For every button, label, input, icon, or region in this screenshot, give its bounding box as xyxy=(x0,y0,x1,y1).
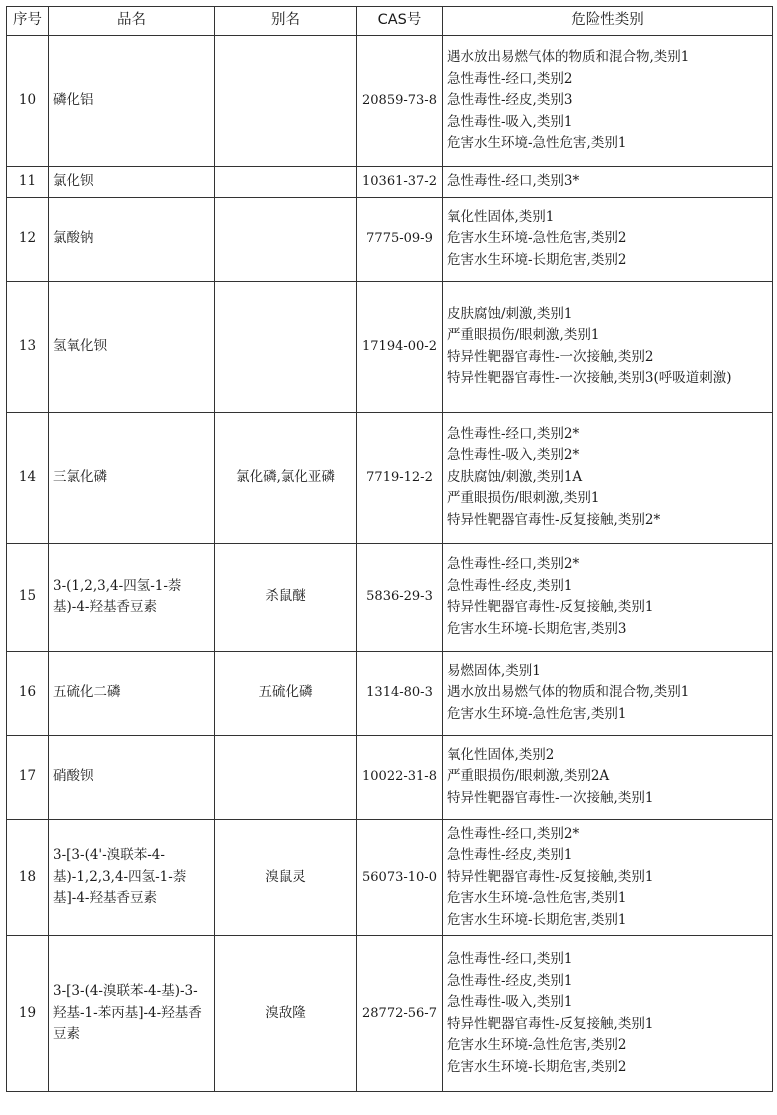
cell-name: 氢氧化钡 xyxy=(49,281,215,412)
cell-hazard-class xyxy=(443,651,773,735)
cell-cas: 56073-10-0 xyxy=(357,819,443,936)
cell-no: 14 xyxy=(7,412,49,543)
hazard-item: 急性毒性-经口,类别2* xyxy=(447,825,580,842)
cell-no: 15 xyxy=(7,543,49,651)
hazard-item: 严重眼损伤/眼刺激,类别1 xyxy=(447,490,600,507)
hazard-item: 急性毒性-经口,类别2* xyxy=(447,556,580,572)
table-row xyxy=(7,819,773,936)
cell-hazard-class xyxy=(443,543,773,651)
header-cas: CAS号 xyxy=(357,7,443,36)
cell-no: 18 xyxy=(7,819,49,936)
cell-name: 三氯化磷 xyxy=(49,412,215,543)
hazard-item: 危害水生环境-长期危害,类别3 xyxy=(447,620,627,637)
cell-no: 11 xyxy=(7,167,49,198)
hazardous-chemicals-table xyxy=(6,6,773,1092)
header-alias: 别名 xyxy=(215,7,357,36)
hazard-item: 危害水生环境-急性危害,类别1 xyxy=(447,705,627,722)
table-row xyxy=(7,412,773,543)
hazard-item: 特异性靶器官毒性-反复接触,类别1 xyxy=(447,868,654,885)
cell-cas: 10022-31-8 xyxy=(357,735,443,819)
cell-hazard-class xyxy=(443,735,773,819)
cell-alias: 溴敌隆 xyxy=(215,936,357,1092)
hazard-item: 特异性靶器官毒性-反复接触,类别2* xyxy=(447,511,661,528)
cell-alias: 溴鼠灵 xyxy=(215,819,357,936)
cell-no: 19 xyxy=(7,936,49,1092)
cell-hazard-class xyxy=(443,281,773,412)
hazard-item: 皮肤腐蚀/刺激,类别1A xyxy=(447,468,583,485)
cell-hazard-class xyxy=(443,412,773,543)
table-row xyxy=(7,281,773,412)
cell-alias xyxy=(215,36,357,167)
cell-alias: 氯化磷,氯化亚磷 xyxy=(215,412,357,543)
hazard-item: 急性毒性-经皮,类别1 xyxy=(447,577,573,594)
hazard-item: 急性毒性-经口,类别1 xyxy=(447,951,573,967)
hazard-item: 急性毒性-吸入,类别2* xyxy=(447,447,580,464)
cell-cas: 28772-56-7 xyxy=(357,936,443,1092)
hazard-item: 急性毒性-经口,类别2* xyxy=(447,425,580,442)
table-row xyxy=(7,735,773,819)
table-row xyxy=(7,36,773,167)
cell-cas: 5836-29-3 xyxy=(357,543,443,651)
table-row xyxy=(7,936,773,1092)
hazard-item: 皮肤腐蚀/刺激,类别1 xyxy=(447,305,573,322)
hazard-item: 特异性靶器官毒性-一次接触,类别2 xyxy=(447,348,654,365)
header-no: 序号 xyxy=(7,7,49,36)
cell-hazard-class xyxy=(443,167,773,198)
hazard-item: 急性毒性-经皮,类别1 xyxy=(447,972,573,989)
header-name: 品名 xyxy=(49,7,215,36)
cell-cas: 20859-73-8 xyxy=(357,36,443,167)
header-hazard-class: 危险性类别 xyxy=(443,7,773,36)
cell-no: 10 xyxy=(7,36,49,167)
table-row xyxy=(7,167,773,198)
cell-name: 氯酸钠 xyxy=(49,197,215,281)
hazard-item: 急性毒性-经口,类别3* xyxy=(447,173,580,189)
cell-name: 氯化钡 xyxy=(49,167,215,198)
header-row xyxy=(7,7,773,36)
cell-hazard-class xyxy=(443,819,773,936)
hazard-item: 易燃固体,类别1 xyxy=(447,662,541,679)
cell-no: 16 xyxy=(7,651,49,735)
cell-cas: 7775-09-9 xyxy=(357,197,443,281)
cell-alias xyxy=(215,197,357,281)
cell-cas: 10361-37-2 xyxy=(357,167,443,198)
cell-cas: 1314-80-3 xyxy=(357,651,443,735)
hazard-item: 危害水生环境-急性危害,类别1 xyxy=(447,890,627,906)
table-row xyxy=(7,651,773,735)
cell-alias xyxy=(215,281,357,412)
hazard-item: 特异性靶器官毒性-一次接触,类别3(呼吸道刺激) xyxy=(447,370,732,386)
cell-cas: 7719-12-2 xyxy=(357,412,443,543)
cell-name: 硝酸钡 xyxy=(49,735,215,819)
table-body xyxy=(7,36,773,1092)
cell-name: 3-[3-(4'-溴联苯-4-基)-1,2,3,4-四氢-1-萘基]-4-羟基香豆素 xyxy=(49,819,215,936)
hazard-item: 急性毒性-经口,类别2 xyxy=(447,70,573,87)
hazard-item: 急性毒性-经皮,类别3 xyxy=(447,92,573,109)
cell-alias xyxy=(215,167,357,198)
hazard-item: 特异性靶器官毒性-一次接触,类别1 xyxy=(447,789,654,806)
hazard-item: 危害水生环境-急性危害,类别2 xyxy=(447,230,627,247)
hazard-item: 氧化性固体,类别1 xyxy=(447,208,555,225)
hazard-item: 遇水放出易燃气体的物质和混合物,类别1 xyxy=(447,49,690,66)
cell-no: 13 xyxy=(7,281,49,412)
hazard-item: 特异性靶器官毒性-反复接触,类别1 xyxy=(447,1015,654,1032)
hazard-item: 急性毒性-吸入,类别1 xyxy=(447,113,573,130)
cell-name: 五硫化二磷 xyxy=(49,651,215,735)
hazard-item: 危害水生环境-长期危害,类别2 xyxy=(447,1058,627,1075)
table-row xyxy=(7,543,773,651)
cell-alias: 杀鼠醚 xyxy=(215,543,357,651)
hazard-item: 严重眼损伤/眼刺激,类别2A xyxy=(447,768,610,785)
hazard-item: 危害水生环境-急性危害,类别1 xyxy=(447,135,627,152)
hazard-item: 急性毒性-吸入,类别1 xyxy=(447,994,573,1010)
cell-name: 磷化铝 xyxy=(49,36,215,167)
table-row xyxy=(7,197,773,281)
cell-alias: 五硫化磷 xyxy=(215,651,357,735)
cell-hazard-class xyxy=(443,36,773,167)
cell-no: 12 xyxy=(7,197,49,281)
cell-alias xyxy=(215,735,357,819)
hazard-item: 遇水放出易燃气体的物质和混合物,类别1 xyxy=(447,684,690,701)
cell-no: 17 xyxy=(7,735,49,819)
hazard-item: 危害水生环境-急性危害,类别2 xyxy=(447,1037,627,1053)
hazard-item: 危害水生环境-长期危害,类别1 xyxy=(447,911,627,928)
hazard-item: 急性毒性-经皮,类别1 xyxy=(447,847,573,863)
cell-hazard-class xyxy=(443,197,773,281)
cell-name: 3-(1,2,3,4-四氢-1-萘基)-4-羟基香豆素 xyxy=(49,543,215,651)
hazard-item: 氧化性固体,类别2 xyxy=(447,746,555,763)
cell-hazard-class xyxy=(443,936,773,1092)
hazard-item: 严重眼损伤/眼刺激,类别1 xyxy=(447,327,600,343)
cell-cas: 17194-00-2 xyxy=(357,281,443,412)
hazard-item: 危害水生环境-长期危害,类别2 xyxy=(447,251,627,268)
hazard-item: 特异性靶器官毒性-反复接触,类别1 xyxy=(447,599,654,615)
cell-name: 3-[3-(4-溴联苯-4-基)-3-羟基-1-苯丙基]-4-羟基香豆素 xyxy=(49,936,215,1092)
